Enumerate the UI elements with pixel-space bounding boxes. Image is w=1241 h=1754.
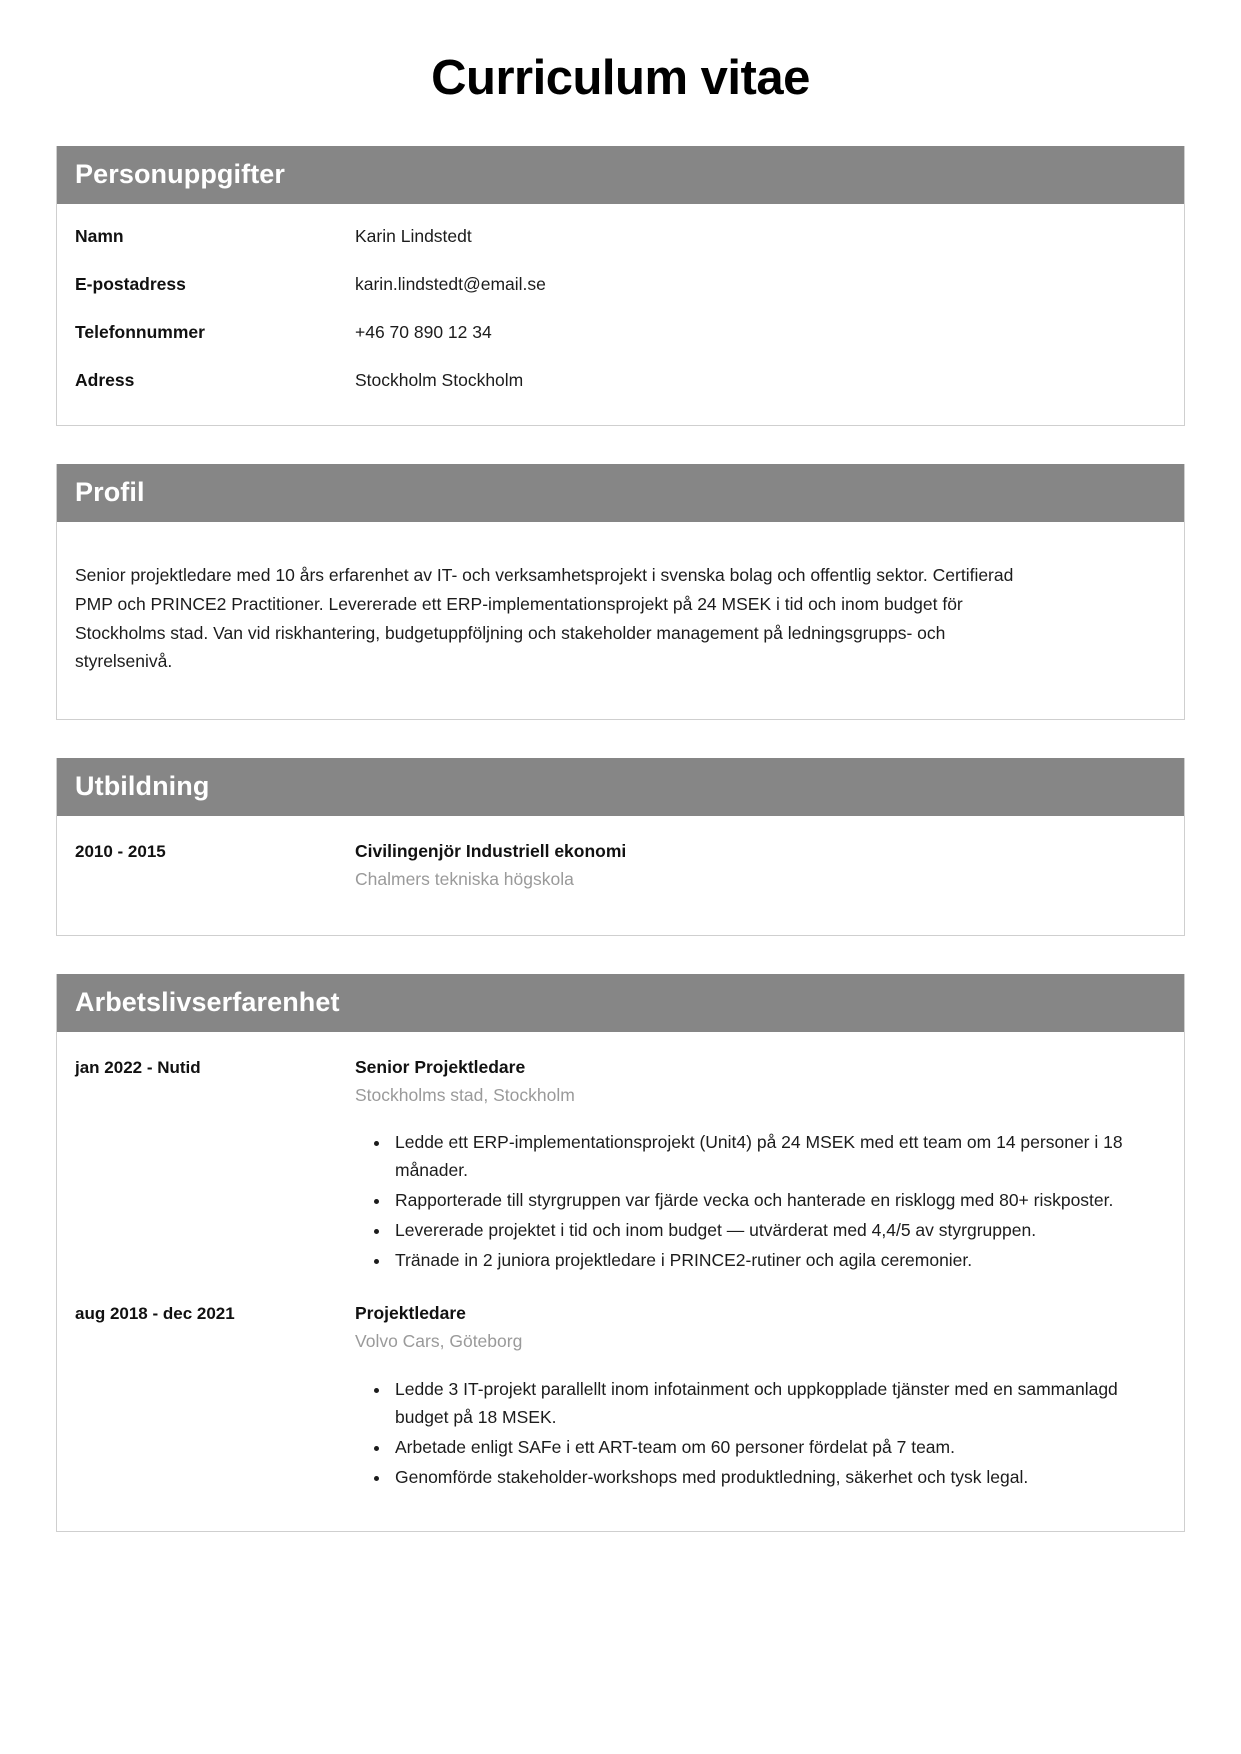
work-entry-role: Projektledare: [355, 1303, 466, 1324]
education-body: [57, 816, 1184, 935]
section-personal-details: [56, 146, 1185, 426]
detail-label-name: Namn: [75, 225, 124, 246]
section-education: [56, 758, 1185, 936]
work-entry-date: aug 2018 - dec 2021: [75, 1304, 235, 1324]
personal-details-body: [57, 204, 1184, 425]
section-profile: [56, 464, 1185, 720]
profile-summary-text: Senior projektledare med 10 års erfarenhet av IT- och verksamhetsprojekt i svenska bolag och offentlig sektor. Certifierad PMP och PRINCE2 Practitioner. Levererade ett ERP-implementationsprojekt på 24 MSEK i tid och inom budget för Stockholms stad. Van vid riskhantering, budgetuppföljning och stakeholder management på ledningsgrupps- och styrelsenivå.: [75, 565, 1014, 672]
work-entry-date: jan 2022 - Nutid: [75, 1057, 201, 1077]
detail-label-address: Adress: [75, 369, 135, 390]
work-entry-bullets: [355, 1375, 1166, 1491]
work-entry-bullets: [355, 1128, 1166, 1274]
work-entry-employer: Volvo Cars, Göteborg: [355, 1331, 523, 1352]
page-title: Curriculum vitae: [431, 51, 810, 105]
education-entry-main: [355, 838, 1166, 893]
education-entry-school: Chalmers tekniska högskola: [355, 869, 574, 890]
education-entry-date: 2010 - 2015: [75, 842, 166, 862]
detail-row-email: [75, 274, 1166, 295]
section-work-experience: [56, 974, 1185, 1532]
work-entry-employer: Stockholms stad, Stockholm: [355, 1084, 575, 1105]
work-entry: [75, 1300, 1166, 1493]
list-item: • Ledde 3 IT-projekt parallellt inom infotainment och uppkopplade tjänster med en sammanlagd budget på 18 MSEK.: [391, 1375, 1166, 1431]
detail-value-address: Stockholm Stockholm: [355, 369, 524, 390]
detail-row-name: [75, 226, 1166, 247]
list-item: • Ledde ett ERP-implementationsprojekt (Unit4) på 24 MSEK med ett team om 14 personer i 18 månader.: [391, 1128, 1166, 1184]
section-heading-work-experience: Arbetslivserfarenhet: [57, 974, 1184, 1032]
section-heading-personal-details: Personuppgifter: [57, 146, 1184, 204]
list-item: • Levererade projektet i tid och inom budget — utvärderat med 4,4/5 av styrgruppen.: [391, 1216, 1166, 1244]
work-entry-role: Senior Projektledare: [355, 1056, 526, 1077]
list-item: • Genomförde stakeholder-workshops med produktledning, säkerhet och tysk legal.: [391, 1463, 1166, 1491]
list-item: • Arbetade enligt SAFe i ett ART-team om 60 personer fördelat på 7 team.: [391, 1433, 1166, 1461]
detail-value-phone: +46 70 890 12 34: [355, 321, 492, 342]
work-entry-main: [355, 1054, 1166, 1277]
work-entry: [75, 1054, 1166, 1277]
education-entry-degree: Civilingenjör Industriell ekonomi: [355, 841, 627, 862]
list-item: • Tränade in 2 juniora projektledare i PRINCE2-rutiner och agila ceremonier.: [391, 1246, 1166, 1274]
work-experience-body: [57, 1032, 1184, 1531]
work-entry-main: [355, 1300, 1166, 1493]
section-heading-profile: Profil: [57, 464, 1184, 522]
section-heading-education: Utbildning: [57, 758, 1184, 816]
education-entry: [75, 838, 1166, 893]
detail-label-phone: Telefonnummer: [75, 321, 205, 342]
detail-value-email: karin.lindstedt@email.se: [355, 273, 546, 294]
profile-body: [57, 522, 1184, 719]
detail-row-address: [75, 370, 1166, 391]
list-item: • Rapporterade till styrgruppen var fjärde vecka och hanterade en risklogg med 80+ riskposter.: [391, 1186, 1166, 1214]
detail-value-name: Karin Lindstedt: [355, 225, 472, 246]
detail-label-email: E-postadress: [75, 273, 186, 294]
detail-row-phone: [75, 322, 1166, 343]
